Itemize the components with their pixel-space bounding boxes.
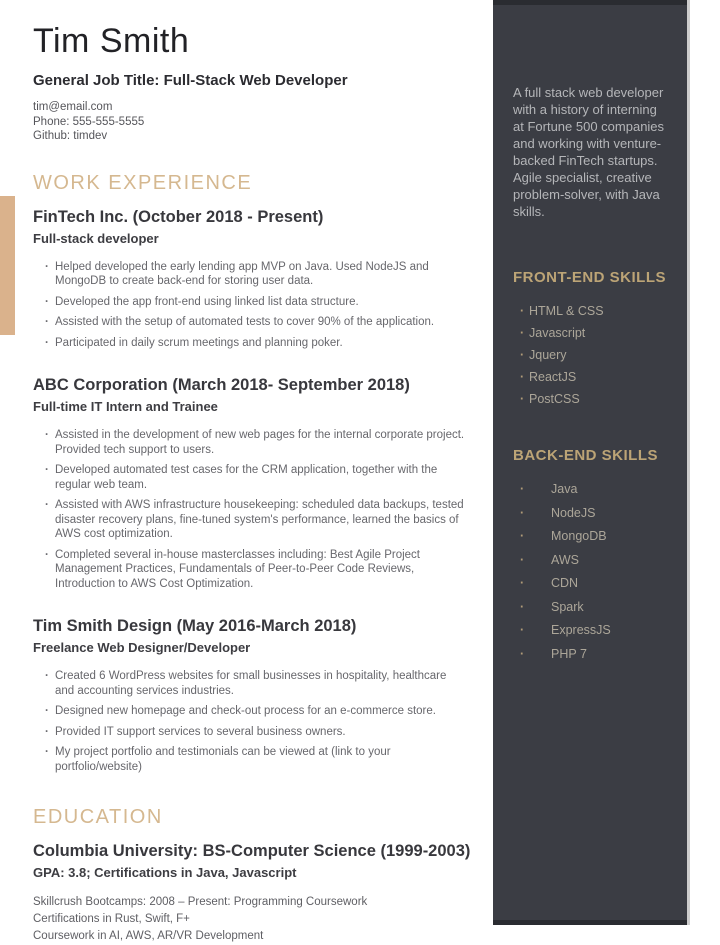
job-entry-tim-smith-design: [33, 615, 473, 774]
skill-item: · NodeJS: [520, 506, 667, 520]
job-bullet: · Assisted with AWS infrastructure housekeeping: scheduled data backups, tested disaster recovery plans, fine-tuned system's performance, learned the basics of AWS cost optimization.: [45, 498, 465, 542]
right-sidebar: [493, 0, 690, 925]
job-subtitle: Full-time IT Intern and Trainee: [33, 399, 218, 414]
job-bullet: · My project portfolio and testimonials can be viewed at (link to your portfolio/website): [45, 745, 465, 774]
skill-item: · HTML & CSS: [520, 304, 667, 318]
job-bullet: · Helped developed the early lending app MVP on Java. Used NodeJS and MongoDB to create back-end for storing user data.: [45, 260, 465, 289]
job-bullet: · Created 6 WordPress websites for small businesses in hospitality, healthcare and accounting services industries.: [45, 669, 465, 698]
job-subtitle: Full-stack developer: [33, 230, 159, 246]
frontend-skills-heading: FRONT-END SKILLS: [513, 269, 666, 286]
job-bullet: · Participated in daily scrum meetings and planning poker.: [45, 336, 465, 351]
job-bullet: · Provided IT support services to several business owners.: [45, 725, 465, 740]
skill-item: · Jquery: [520, 348, 667, 362]
section-heading-work-experience: WORK EXPERIENCE: [33, 171, 253, 194]
education-line: Coursework in AI, AWS, AR/VR Development: [33, 930, 264, 942]
contact-block: [33, 100, 473, 144]
job-subtitle: Freelance Web Designer/Developer: [33, 640, 251, 655]
main-column: [33, 0, 473, 945]
skill-item: · PHP 7: [520, 647, 667, 661]
skill-item: · CDN: [520, 576, 667, 590]
contact-github: Github: timdev: [33, 130, 108, 142]
general-job-title: General Job Title: Full-Stack Web Developer: [33, 72, 348, 89]
contact-phone: Phone: 555-555-5555: [33, 115, 145, 128]
backend-skills-list: [513, 482, 667, 661]
job-title: FinTech Inc. (October 2018 - Present): [33, 207, 324, 226]
education-extra-lines: [33, 894, 473, 945]
skill-item: · PostCSS: [520, 392, 667, 406]
person-name: Tim Smith: [33, 22, 190, 60]
skill-item: · Java: [520, 482, 667, 496]
job-bullet: · Completed several in-house masterclasses including: Best Agile Project Management Practices, Fundamentals of Peer-to-Peer Code Reviews, Introduction to AWS Cost Optimization.: [45, 548, 465, 592]
skill-item: · Javascript: [520, 326, 667, 340]
backend-skills-heading: BACK-END SKILLS: [513, 447, 658, 464]
frontend-skills-list: [513, 304, 667, 406]
section-heading-education: EDUCATION: [33, 806, 163, 828]
job-title: Tim Smith Design (May 2016-March 2018): [33, 617, 357, 635]
skill-item: · MongoDB: [520, 529, 667, 543]
skill-item: · ReactJS: [520, 370, 667, 384]
job-bullet: · Designed new homepage and check-out process for an e-commerce store.: [45, 704, 465, 719]
job-bullet: · Developed the app front-end using linked list data structure.: [45, 295, 465, 310]
profile-summary: A full stack web developer with a history of interning at Fortune 500 companies and working with venture-backed FinTech startups. Agile specialist, creative problem-solver, with Java skills.: [513, 85, 665, 219]
job-bullet: · Assisted in the development of new web pages for the internal corporate project. Provided tech support to users.: [45, 428, 465, 457]
job-entry-abc-corporation: [33, 374, 473, 591]
skill-item: · Spark: [520, 600, 667, 614]
education-degree-subtitle: GPA: 3.8; Certifications in Java, Javascript: [33, 865, 297, 880]
education-degree-title: Columbia University: BS-Computer Science (1999-2003): [33, 842, 471, 860]
job-bullet-list: [33, 428, 465, 591]
skill-item: · AWS: [520, 553, 667, 567]
education-entry: [33, 840, 473, 945]
job-entry-fintech: [33, 206, 473, 351]
contact-email: tim@email.com: [33, 101, 113, 113]
job-bullet-list: [33, 260, 465, 351]
job-title: ABC Corporation (March 2018- September 2018): [33, 376, 410, 394]
job-bullet: · Developed automated test cases for the CRM application, together with the regular web team.: [45, 463, 465, 492]
job-bullet-list: [33, 669, 465, 774]
skill-item: · ExpressJS: [520, 623, 667, 637]
education-line: Skillcrush Bootcamps: 2008 – Present: Programming Coursework: [33, 896, 368, 908]
job-bullet: · Assisted with the setup of automated tests to cover 90% of the application.: [45, 315, 465, 330]
left-accent-bar: [0, 196, 15, 335]
education-line: Certifications in Rust, Swift, F+: [33, 913, 190, 925]
